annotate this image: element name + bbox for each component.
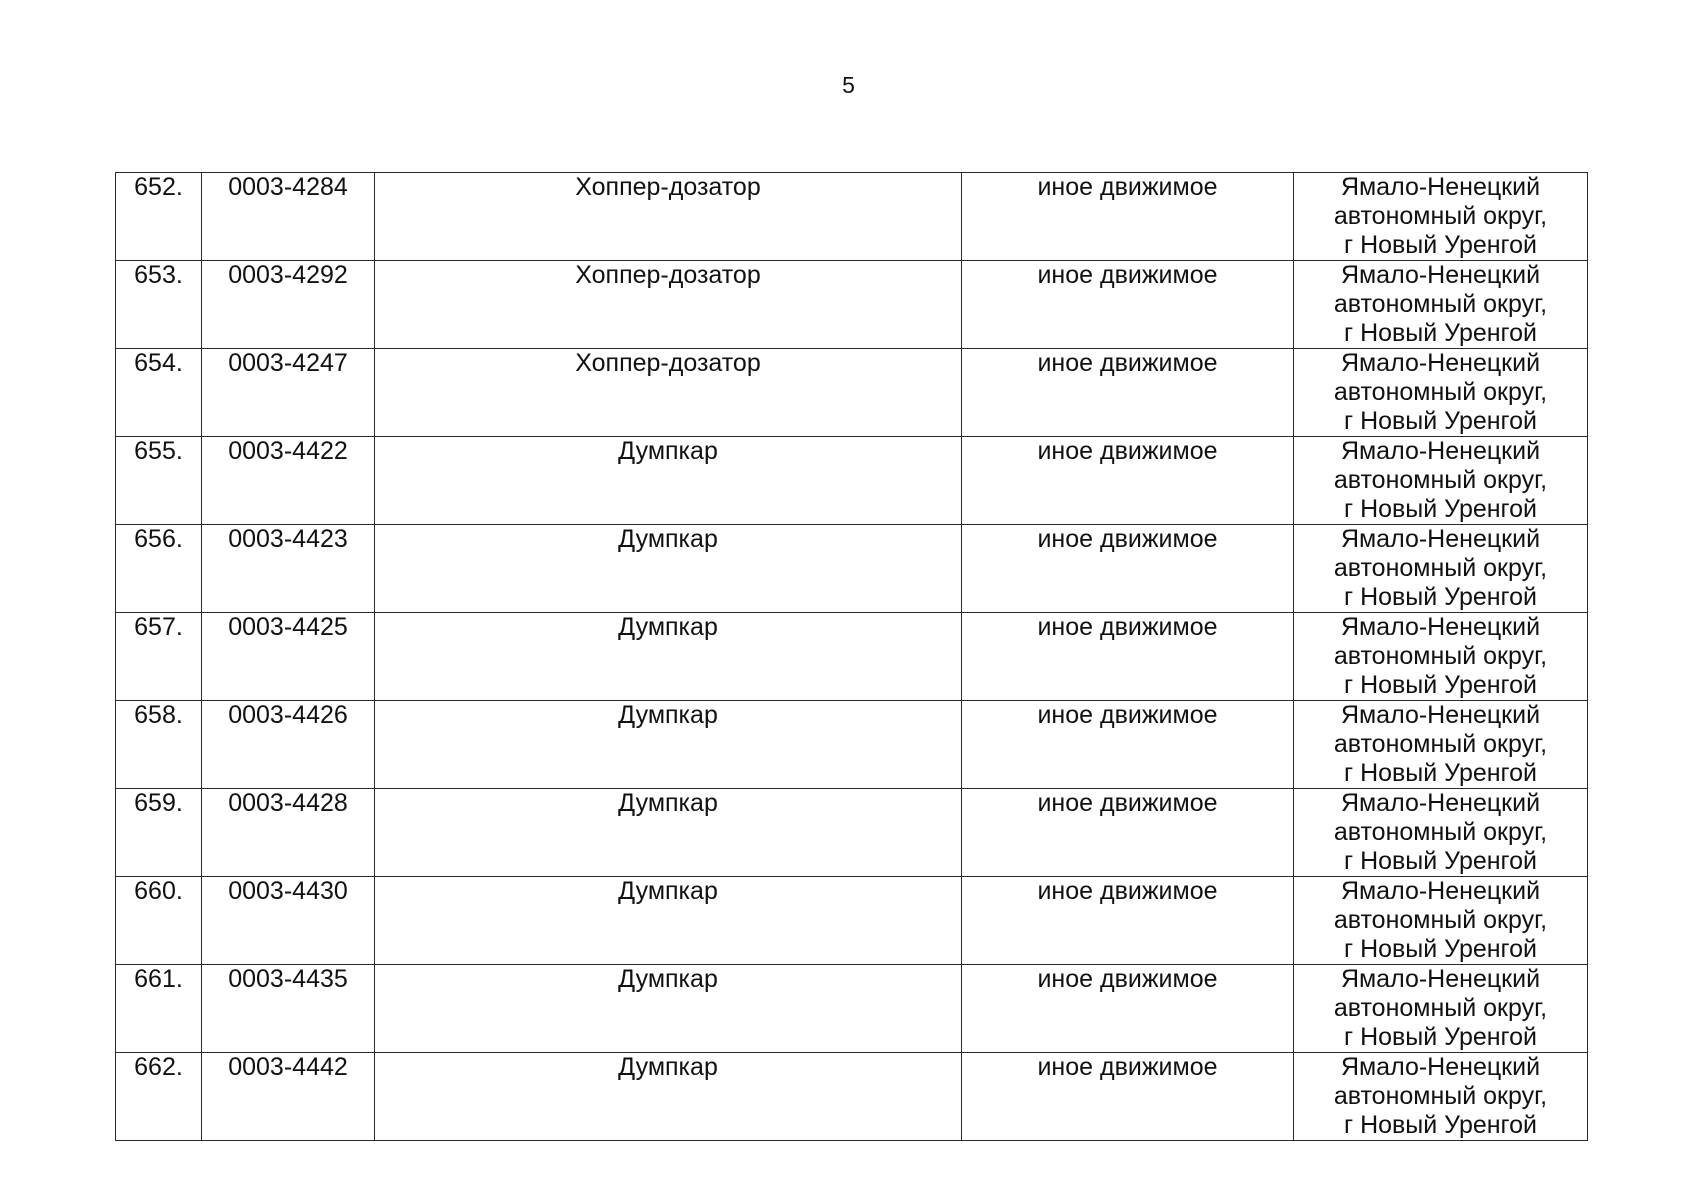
property-table — [115, 172, 1588, 1141]
property-type: иное движимое — [962, 701, 1294, 789]
location-line: Ямало-Ненецкий — [1340, 261, 1541, 289]
location-line: г Новый Уренгой — [1344, 583, 1537, 611]
location-line: автономный округ, — [1333, 642, 1548, 670]
item-name: Думпкар — [375, 437, 962, 525]
table-row — [116, 525, 1588, 613]
location-line: автономный округ, — [1333, 466, 1548, 494]
property-type: иное движимое — [962, 349, 1294, 437]
inventory-code: 0003-4292 — [202, 261, 375, 349]
location — [1294, 701, 1588, 789]
item-name: Хоппер-дозатор — [375, 261, 962, 349]
property-type: иное движимое — [962, 613, 1294, 701]
row-number: 661. — [116, 965, 202, 1053]
location-line: автономный округ, — [1333, 994, 1548, 1022]
location-line: автономный округ, — [1333, 202, 1548, 230]
location — [1294, 1053, 1588, 1141]
location-line: автономный округ, — [1333, 1082, 1548, 1110]
inventory-code: 0003-4284 — [202, 173, 375, 261]
table-row — [116, 965, 1588, 1053]
location — [1294, 613, 1588, 701]
location-line: г Новый Уренгой — [1344, 1023, 1537, 1051]
location-line: Ямало-Ненецкий — [1340, 789, 1541, 817]
table-row — [116, 1053, 1588, 1141]
inventory-code: 0003-4422 — [202, 437, 375, 525]
location-line: г Новый Уренгой — [1344, 319, 1537, 347]
location-line: Ямало-Ненецкий — [1340, 173, 1541, 201]
inventory-code: 0003-4435 — [202, 965, 375, 1053]
property-type: иное движимое — [962, 261, 1294, 349]
location — [1294, 789, 1588, 877]
item-name: Думпкар — [375, 789, 962, 877]
item-name: Думпкар — [375, 525, 962, 613]
location — [1294, 965, 1588, 1053]
inventory-code: 0003-4423 — [202, 525, 375, 613]
item-name: Хоппер-дозатор — [375, 173, 962, 261]
location-line: Ямало-Ненецкий — [1340, 965, 1541, 993]
location-line: Ямало-Ненецкий — [1340, 349, 1541, 377]
row-number: 654. — [116, 349, 202, 437]
inventory-code: 0003-4442 — [202, 1053, 375, 1141]
row-number: 658. — [116, 701, 202, 789]
row-number: 656. — [116, 525, 202, 613]
property-type: иное движимое — [962, 965, 1294, 1053]
page-number: 5 — [842, 72, 855, 98]
table-row — [116, 701, 1588, 789]
property-type: иное движимое — [962, 789, 1294, 877]
item-name: Думпкар — [375, 965, 962, 1053]
location-line: г Новый Уренгой — [1344, 671, 1537, 699]
table-row — [116, 613, 1588, 701]
item-name: Думпкар — [375, 613, 962, 701]
item-name: Думпкар — [375, 701, 962, 789]
table-row — [116, 173, 1588, 261]
inventory-code: 0003-4430 — [202, 877, 375, 965]
inventory-code: 0003-4426 — [202, 701, 375, 789]
location-line: Ямало-Ненецкий — [1340, 877, 1541, 905]
property-type: иное движимое — [962, 525, 1294, 613]
location-line: г Новый Уренгой — [1344, 935, 1537, 963]
property-type: иное движимое — [962, 877, 1294, 965]
row-number: 652. — [116, 173, 202, 261]
item-name: Хоппер-дозатор — [375, 349, 962, 437]
table-row — [116, 349, 1588, 437]
location — [1294, 261, 1588, 349]
table-row — [116, 437, 1588, 525]
inventory-code: 0003-4425 — [202, 613, 375, 701]
row-number: 659. — [116, 789, 202, 877]
location-line: Ямало-Ненецкий — [1340, 613, 1541, 641]
property-type: иное движимое — [962, 437, 1294, 525]
location — [1294, 525, 1588, 613]
location-line: Ямало-Ненецкий — [1340, 525, 1541, 553]
table-row — [116, 877, 1588, 965]
location-line: г Новый Уренгой — [1344, 495, 1537, 523]
item-name: Думпкар — [375, 877, 962, 965]
location-line: автономный округ, — [1333, 378, 1548, 406]
location-line: автономный округ, — [1333, 554, 1548, 582]
inventory-code: 0003-4247 — [202, 349, 375, 437]
location-line: г Новый Уренгой — [1344, 847, 1537, 875]
row-number: 660. — [116, 877, 202, 965]
property-type: иное движимое — [962, 173, 1294, 261]
item-name: Думпкар — [375, 1053, 962, 1141]
row-number: 653. — [116, 261, 202, 349]
row-number: 662. — [116, 1053, 202, 1141]
location — [1294, 173, 1588, 261]
location-line: Ямало-Ненецкий — [1340, 701, 1541, 729]
location-line: г Новый Уренгой — [1344, 1111, 1537, 1139]
location-line: Ямало-Ненецкий — [1340, 1053, 1541, 1081]
location-line: автономный округ, — [1333, 906, 1548, 934]
location-line: г Новый Уренгой — [1344, 407, 1537, 435]
location-line: автономный округ, — [1333, 290, 1548, 318]
table-row — [116, 261, 1588, 349]
row-number: 655. — [116, 437, 202, 525]
property-type: иное движимое — [962, 1053, 1294, 1141]
location — [1294, 877, 1588, 965]
location-line: автономный округ, — [1333, 818, 1548, 846]
table-row — [116, 789, 1588, 877]
row-number: 657. — [116, 613, 202, 701]
location-line: г Новый Уренгой — [1344, 231, 1537, 259]
location-line: автономный округ, — [1333, 730, 1548, 758]
location-line: г Новый Уренгой — [1344, 759, 1537, 787]
location — [1294, 437, 1588, 525]
location — [1294, 349, 1588, 437]
inventory-code: 0003-4428 — [202, 789, 375, 877]
location-line: Ямало-Ненецкий — [1340, 437, 1541, 465]
